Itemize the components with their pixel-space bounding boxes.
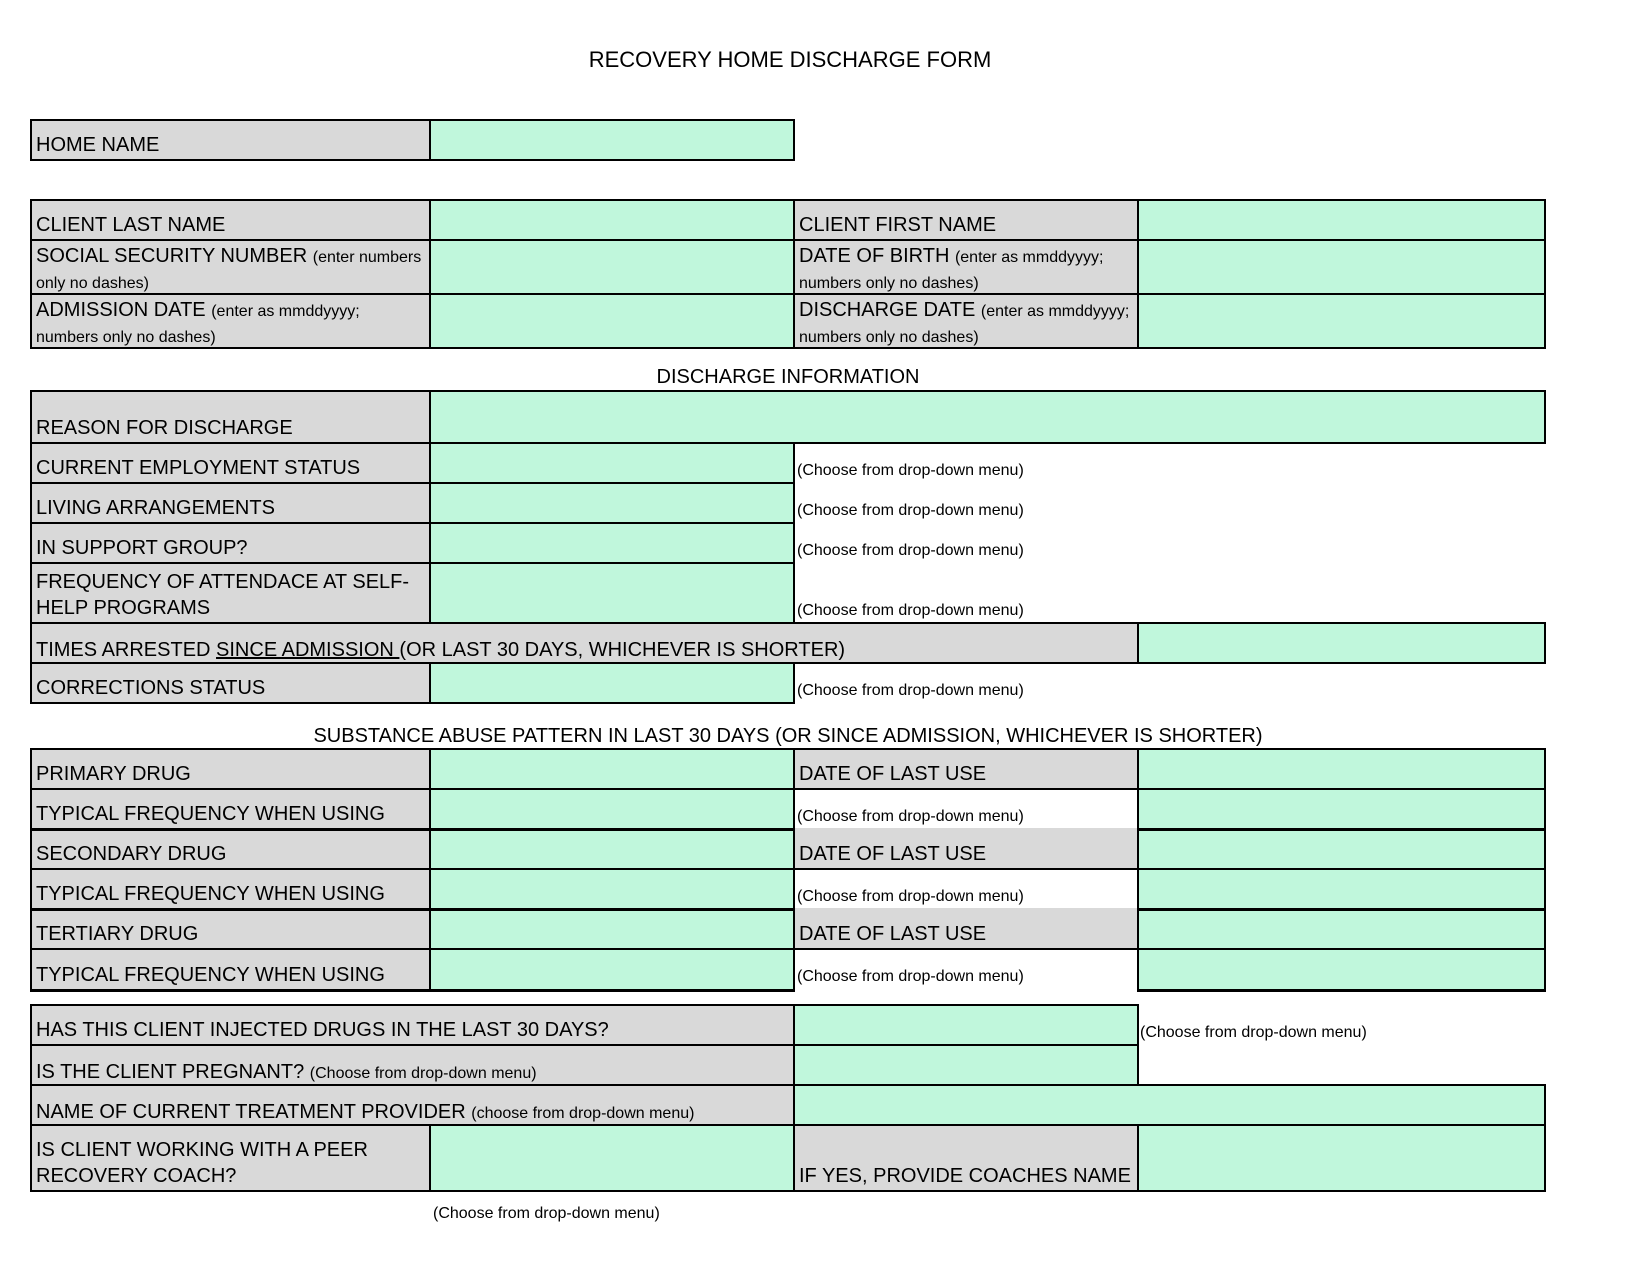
admission-date-label	[30, 293, 431, 349]
admission-date-input[interactable]	[431, 295, 793, 347]
primary-extra-cell	[1137, 788, 1546, 830]
peer-coach-note: (Choose from drop-down menu)	[433, 1205, 660, 1222]
provider-label	[30, 1084, 795, 1126]
secondary-last-use-label-text: DATE OF LAST USE	[799, 843, 987, 865]
employment-select[interactable]	[431, 444, 793, 482]
home-name-input[interactable]	[431, 121, 793, 159]
tertiary-last-use-label-text: DATE OF LAST USE	[799, 923, 987, 945]
primary-drug-label	[30, 748, 431, 790]
tertiary-frequency-label-text: TYPICAL FREQUENCY WHEN USING	[36, 964, 385, 986]
discharge-date-cell	[1137, 293, 1546, 349]
self-help-frequency-cell	[429, 562, 795, 624]
primary-last-use-input[interactable]	[1139, 750, 1544, 788]
tertiary-drug-label-text: TERTIARY DRUG	[36, 923, 199, 945]
support-note: (Choose from drop-down menu)	[797, 542, 1024, 559]
client-last-name-cell	[429, 199, 795, 241]
tertiary-frequency-select[interactable]	[431, 950, 793, 989]
coach-name-input[interactable]	[1139, 1126, 1544, 1190]
tertiary-last-use-cell	[1137, 908, 1546, 950]
primary-frequency-select[interactable]	[431, 790, 793, 828]
tertiary-drug-input[interactable]	[431, 911, 793, 948]
pregnant-cell	[793, 1044, 1139, 1086]
provider-label-text: NAME OF CURRENT TREATMENT PROVIDER	[36, 1101, 466, 1123]
dob-label-text: DATE OF BIRTH	[799, 245, 950, 267]
injected-cell	[793, 1004, 1139, 1046]
client-first-name-cell	[1137, 199, 1546, 241]
admission-date-hint: (enter as mmddyyyy; numbers only no dashes)	[36, 303, 360, 346]
tertiary-frequency-cell	[429, 948, 795, 992]
pregnant-select[interactable]	[795, 1046, 1137, 1084]
secondary-frequency-select[interactable]	[431, 870, 793, 908]
secondary-drug-input[interactable]	[431, 831, 793, 868]
substance-heading: SUBSTANCE ABUSE PATTERN IN LAST 30 DAYS (OR SINCE ADMISSION, WHICHEVER IS SHORTER)	[313, 725, 1263, 747]
self-help-frequency-label	[30, 562, 431, 624]
tertiary-last-use-label	[793, 908, 1139, 950]
support-label	[30, 522, 431, 564]
admission-date-cell	[429, 293, 795, 349]
provider-cell	[793, 1084, 1546, 1126]
provider-hint: (choose from drop-down menu)	[471, 1105, 695, 1122]
client-first-name-label	[793, 199, 1139, 241]
tertiary-drug-label	[30, 908, 431, 950]
living-cell	[429, 482, 795, 524]
support-label-text: IN SUPPORT GROUP?	[36, 537, 248, 559]
home-name-label	[30, 119, 431, 161]
corrections-label	[30, 662, 431, 704]
reason-input[interactable]	[431, 392, 1544, 442]
home-name-label-text: HOME NAME	[36, 134, 160, 156]
corrections-label-text: CORRECTIONS STATUS	[36, 677, 266, 699]
primary-extra-input[interactable]	[1139, 790, 1544, 828]
peer-coach-label	[30, 1124, 431, 1192]
living-label	[30, 482, 431, 524]
primary-frequency-cell	[429, 788, 795, 830]
dob-label	[793, 239, 1139, 295]
corrections-note: (Choose from drop-down menu)	[797, 682, 1024, 699]
client-first-name-label-text: CLIENT FIRST NAME	[799, 214, 997, 236]
primary-drug-cell	[429, 748, 795, 790]
tertiary-last-use-input[interactable]	[1139, 911, 1544, 948]
home-name-input-cell	[429, 119, 795, 161]
secondary-drug-label	[30, 828, 431, 870]
provider-select[interactable]	[795, 1086, 1544, 1124]
secondary-extra-input[interactable]	[1139, 870, 1544, 908]
secondary-extra-cell	[1137, 868, 1546, 910]
peer-coach-label-text: IS CLIENT WORKING WITH A PEER RECOVERY COACH?	[36, 1139, 368, 1187]
injected-label-text: HAS THIS CLIENT INJECTED DRUGS IN THE LAST 30 DAYS?	[36, 1019, 609, 1041]
discharge-date-input[interactable]	[1139, 295, 1544, 347]
discharge-date-label	[793, 293, 1139, 349]
secondary-frequency-note: (Choose from drop-down menu)	[797, 888, 1024, 905]
ssn-input[interactable]	[431, 241, 793, 293]
ssn-label	[30, 239, 431, 295]
secondary-drug-cell	[429, 828, 795, 870]
dob-hint: (enter as mmddyyyy; numbers only no dashes)	[799, 249, 1104, 292]
pregnant-hint: (Choose from drop-down menu)	[309, 1065, 537, 1082]
dob-cell	[1137, 239, 1546, 295]
client-last-name-label	[30, 199, 431, 241]
secondary-last-use-label	[793, 828, 1139, 870]
discharge-info-heading: DISCHARGE INFORMATION	[656, 366, 920, 388]
pregnant-label	[30, 1044, 795, 1086]
admission-date-label-text: ADMISSION DATE	[36, 299, 206, 321]
tertiary-frequency-label	[30, 948, 431, 992]
reason-label	[30, 390, 431, 444]
peer-coach-cell	[429, 1124, 795, 1192]
employment-cell	[429, 442, 795, 484]
secondary-frequency-cell	[429, 868, 795, 910]
times-arrested-input[interactable]	[1139, 624, 1544, 662]
living-note: (Choose from drop-down menu)	[797, 502, 1024, 519]
primary-drug-label-text: PRIMARY DRUG	[36, 763, 191, 785]
ssn-label-text: SOCIAL SECURITY NUMBER	[36, 245, 308, 267]
peer-coach-select[interactable]	[431, 1126, 793, 1190]
times-arrested-underline: SINCE ADMISSION	[216, 639, 400, 661]
living-select[interactable]	[431, 484, 793, 522]
self-help-frequency-note: (Choose from drop-down menu)	[797, 602, 1024, 619]
employment-label	[30, 442, 431, 484]
reason-cell	[429, 390, 1546, 444]
client-last-name-input[interactable]	[431, 201, 793, 239]
injected-note: (Choose from drop-down menu)	[1140, 1024, 1367, 1041]
primary-last-use-label	[793, 748, 1139, 790]
pregnant-label-text: IS THE CLIENT PREGNANT?	[36, 1061, 305, 1083]
times-arrested-label	[30, 622, 1139, 664]
support-cell	[429, 522, 795, 564]
tertiary-frequency-note: (Choose from drop-down menu)	[797, 968, 1024, 985]
employment-label-text: CURRENT EMPLOYMENT STATUS	[36, 457, 361, 479]
injected-label	[30, 1004, 795, 1046]
times-arrested-pre: TIMES ARRESTED	[36, 639, 217, 661]
dob-input[interactable]	[1139, 241, 1544, 293]
primary-frequency-label-text: TYPICAL FREQUENCY WHEN USING	[36, 803, 385, 825]
secondary-frequency-label-text: TYPICAL FREQUENCY WHEN USING	[36, 883, 385, 905]
coach-name-label-text: IF YES, PROVIDE COACHES NAME	[799, 1165, 1131, 1187]
tertiary-drug-cell	[429, 908, 795, 950]
secondary-drug-label-text: SECONDARY DRUG	[36, 843, 227, 865]
times-arrested-cell	[1137, 622, 1546, 664]
secondary-frequency-label	[30, 868, 431, 910]
corrections-select[interactable]	[431, 664, 793, 702]
reason-label-text: REASON FOR DISCHARGE	[36, 417, 293, 439]
client-first-name-input[interactable]	[1139, 201, 1544, 239]
corrections-cell	[429, 662, 795, 704]
self-help-frequency-label-text: FREQUENCY OF ATTENDACE AT SELF-HELP PROGRAMS	[36, 571, 410, 619]
support-select[interactable]	[431, 524, 793, 562]
secondary-last-use-input[interactable]	[1139, 831, 1544, 868]
employment-note: (Choose from drop-down menu)	[797, 462, 1024, 479]
secondary-last-use-cell	[1137, 828, 1546, 870]
coach-name-label	[793, 1124, 1139, 1192]
coach-name-cell	[1137, 1124, 1546, 1192]
client-last-name-label-text: CLIENT LAST NAME	[36, 214, 226, 236]
ssn-hint: (enter numbers only no dashes)	[36, 249, 422, 292]
discharge-date-hint: (enter as mmddyyyy; numbers only no dashes)	[799, 303, 1130, 346]
primary-frequency-note: (Choose from drop-down menu)	[797, 808, 1024, 825]
times-arrested-post: (OR LAST 30 DAYS, WHICHEVER IS SHORTER)	[399, 639, 846, 661]
primary-last-use-label-text: DATE OF LAST USE	[799, 763, 987, 785]
ssn-cell	[429, 239, 795, 295]
tertiary-extra-cell	[1137, 948, 1546, 992]
primary-drug-input[interactable]	[431, 750, 793, 788]
primary-frequency-label	[30, 788, 431, 830]
primary-last-use-cell	[1137, 748, 1546, 790]
injected-select[interactable]	[795, 1006, 1137, 1044]
tertiary-extra-input[interactable]	[1139, 950, 1544, 989]
discharge-date-label-text: DISCHARGE DATE	[799, 299, 976, 321]
page-title: RECOVERY HOME DISCHARGE FORM	[588, 47, 992, 72]
self-help-frequency-select[interactable]	[431, 564, 793, 622]
living-label-text: LIVING ARRANGEMENTS	[36, 497, 275, 519]
